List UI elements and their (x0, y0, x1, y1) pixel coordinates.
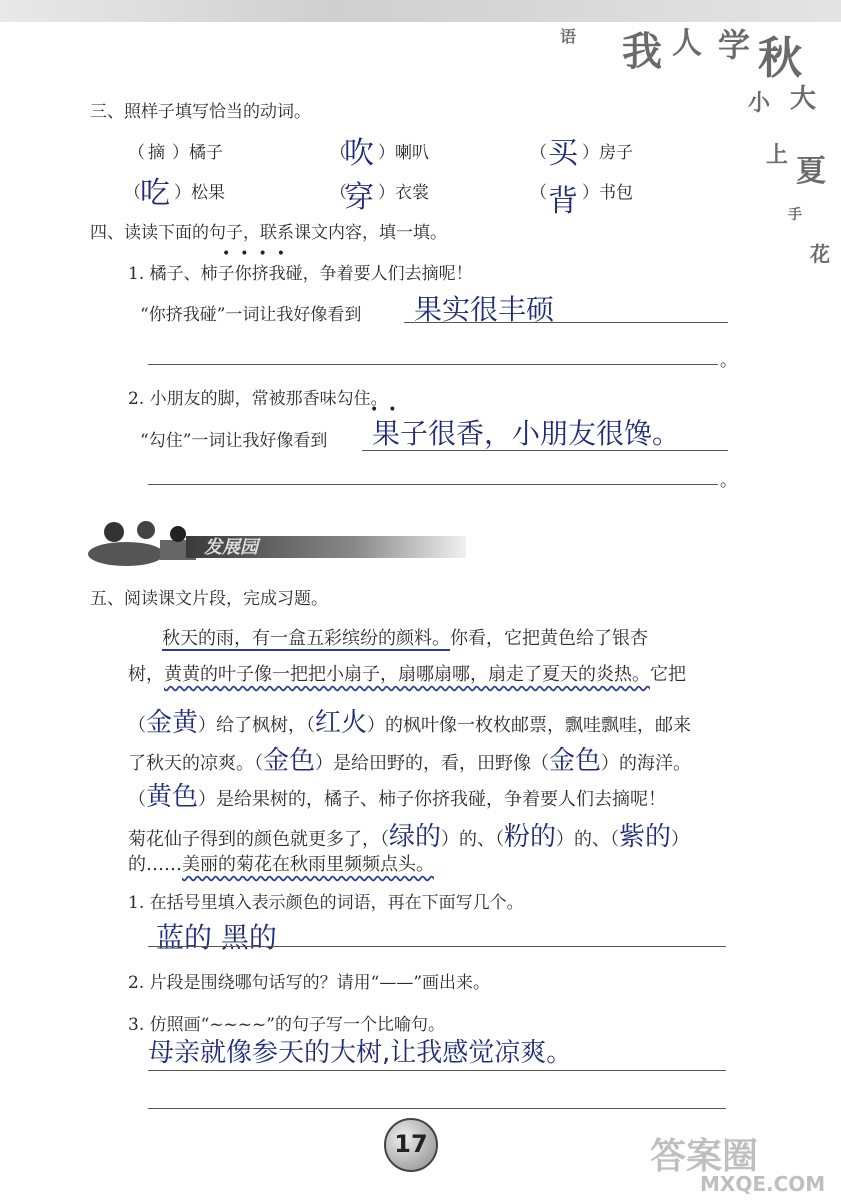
verb-answer: 穿 (344, 180, 374, 215)
answer-line (148, 484, 718, 485)
corner-char: 我 (622, 28, 662, 75)
passage-line-6: 菊花仙子得到的颜色就更多了，（绿的）的、（粉的）的、（紫的） (128, 822, 690, 852)
answer-line (404, 322, 728, 323)
banner-label: 发展园 (204, 537, 258, 558)
noun-text: ）橘子 (172, 143, 223, 163)
answer-line (148, 364, 718, 365)
corner-char: 上 (766, 142, 789, 168)
corner-char: 花 (810, 242, 830, 266)
color-answer: 黄色 (146, 782, 199, 812)
color-answer: 金黄 (146, 708, 199, 738)
central-sentence: 秋天的雨，有一盒五彩缤纷的颜料。 (162, 628, 450, 649)
emphasis-dots: •••• (222, 246, 296, 262)
color-answer: 粉的 (504, 822, 557, 852)
answer-line (148, 946, 726, 947)
q2-answer: 果子很香，小朋友很馋。 (372, 417, 681, 450)
answer-line (148, 1070, 726, 1071)
period: 。 (720, 351, 737, 371)
paren-open: （ (530, 183, 547, 203)
section4-title: 四、读读下面的句子，联系课文内容，填一填。 (90, 223, 447, 243)
watermark-url: MXQE.COM (700, 1172, 826, 1196)
s5-q1-answer: 蓝的 黑的 (156, 921, 277, 954)
verb-answer: 吃 (140, 176, 170, 211)
noun-text: ）衣裳 (378, 183, 429, 203)
s5-q3-text: 3. 仿照画“~~~~”的句子写一个比喻句。 (128, 1015, 445, 1035)
corner-char: 人 (672, 26, 702, 61)
section3-title: 三、照样子填写恰当的动词。 (90, 102, 311, 122)
page-number: 17 (384, 1118, 438, 1172)
answer-line (362, 450, 728, 451)
color-answer: 金色 (549, 746, 602, 776)
passage-line-5: （黄色）是给果树的，橘子、柿子你挤我碰，争着要人们去摘呢！ (128, 782, 667, 812)
corner-char: 手 (788, 207, 802, 223)
paren-open: （ (530, 143, 547, 163)
verb-example: 摘 (148, 143, 165, 163)
passage-line-7: 的……美丽的菊花在秋雨里频频点头。 (128, 854, 434, 875)
section-banner (86, 516, 466, 568)
q1-sentence: 1. 橘子、柿子你挤我碰，争着要人们去摘呢！ (128, 264, 473, 284)
verb-answer: 背 (548, 184, 578, 219)
noun-text: ）房子 (582, 143, 633, 163)
corner-char: 语 (560, 27, 577, 46)
q1-prompt: “你挤我碰”一词让我好像看到 (140, 305, 362, 325)
paren-open: （ (330, 143, 347, 163)
verb-answer: 吹 (344, 136, 374, 171)
q1-answer: 果实很丰硕 (414, 293, 555, 326)
s5-q2-text: 2. 片段是围绕哪句话写的？请用“——”画出来。 (128, 973, 491, 993)
top-scan-band (0, 0, 841, 22)
corner-char: 秋 (758, 33, 802, 84)
paren-open: （ (124, 183, 141, 203)
color-answer: 绿的 (389, 822, 442, 852)
s5-q3-answer: 母亲就像参天的大树,让我感觉凉爽。 (148, 1038, 573, 1068)
passage-line-1: 秋天的雨，有一盒五彩缤纷的颜料。你看，它把黄色给了银杏 (162, 628, 648, 649)
corner-char: 大 (790, 84, 817, 114)
color-answer: 红火 (315, 708, 368, 738)
verb-answer: 买 (548, 136, 578, 171)
emphasis-dots: •• (370, 402, 407, 418)
corner-char: 小 (748, 90, 771, 116)
s5-q1-text: 1. 在括号里填入表示颜色的词语，再在下面写几个。 (128, 893, 524, 913)
passage-line-3: （金黄）给了枫树，（红火）的枫叶像一枚枚邮票，飘哇飘哇，邮来 (128, 708, 692, 738)
paren-open: （ (330, 183, 347, 203)
noun-text: ）书包 (582, 183, 633, 203)
paren-open: （ (128, 143, 145, 163)
corner-char: 夏 (796, 154, 826, 189)
section5-title: 五、阅读课文片段，完成习题。 (90, 589, 328, 609)
color-answer: 紫的 (619, 822, 672, 852)
simile-sentence: 美丽的菊花在秋雨里频频点头。 (182, 854, 434, 875)
passage-line-4: 了秋天的凉爽。（金色）是给田野的，看，田野像（金色）的海洋。 (128, 746, 692, 776)
passage-line-2: 树，黄黄的叶子像一把把小扇子，扇哪扇哪，扇走了夏天的炎热。它把 (128, 664, 686, 685)
q2-sentence: 2. 小朋友的脚，常被那香味勾住。 (128, 389, 388, 409)
color-answer: 金色 (263, 746, 316, 776)
corner-char: 学 (718, 26, 751, 64)
q2-prompt: “勾住”一词让我好像看到 (140, 431, 328, 451)
noun-text: ）松果 (174, 183, 225, 203)
watermark-logo: 答案圈 (650, 1136, 759, 1177)
noun-text: ）喇叭 (378, 143, 429, 163)
period: 。 (720, 471, 737, 491)
answer-line (148, 1108, 726, 1109)
simile-sentence: 黄黄的叶子像一把把小扇子，扇哪扇哪，扇走了夏天的炎热。 (164, 664, 650, 685)
